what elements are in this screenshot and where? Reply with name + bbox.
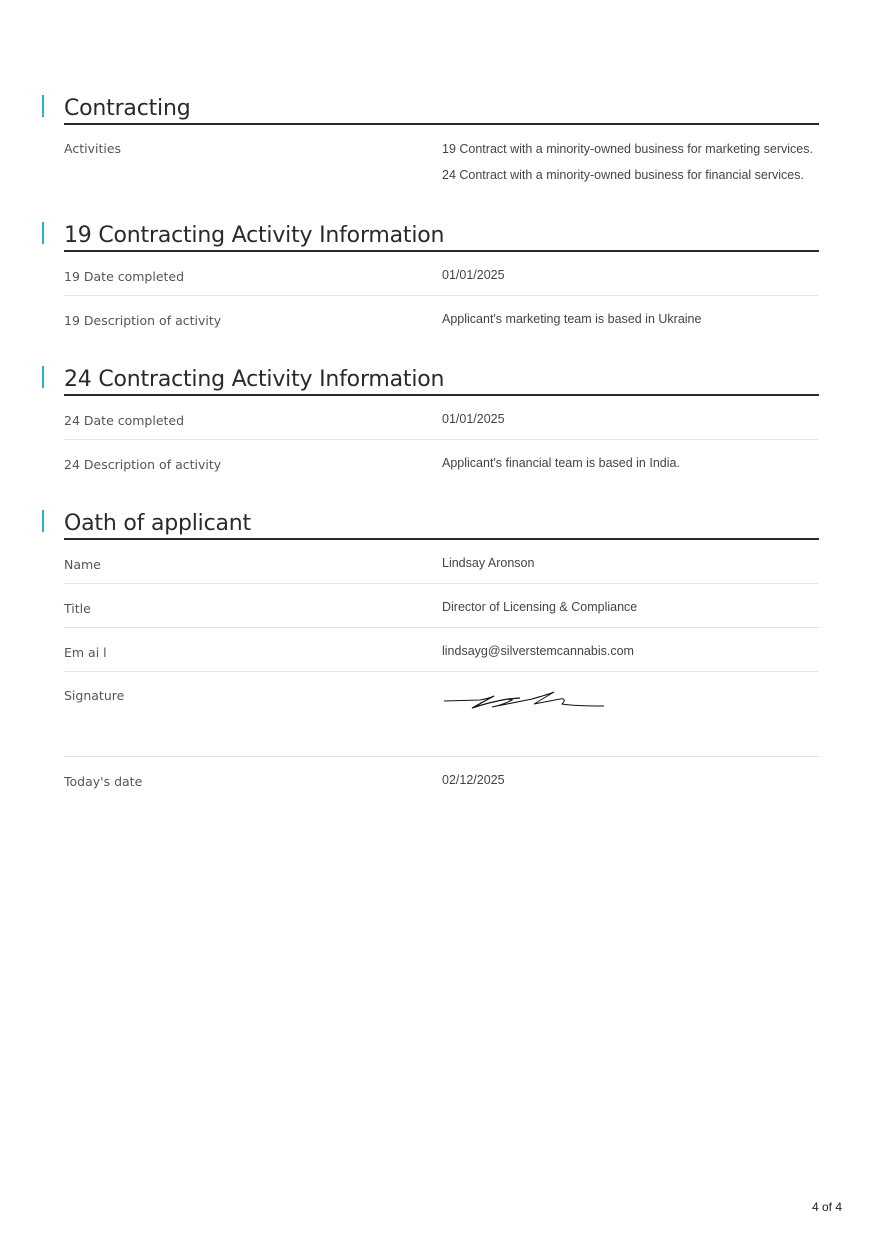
section-accent-bar xyxy=(42,510,44,532)
name-row xyxy=(64,540,819,584)
name-label: Name xyxy=(64,557,101,572)
title-value: Director of Licensing & Compliance xyxy=(442,600,638,614)
description-row xyxy=(64,440,819,484)
contracting-section xyxy=(64,95,819,195)
name-value: Lindsay Aronson xyxy=(442,556,535,570)
date-completed-label: 24 Date completed xyxy=(64,413,185,428)
activity-item: 19 Contract with a minority-owned business for marketing services. xyxy=(442,142,813,156)
todays-date-value: 02/12/2025 xyxy=(442,773,505,787)
activities-row xyxy=(64,125,819,195)
title-label: Title xyxy=(64,601,91,616)
description-value: Applicant's marketing team is based in Ukraine xyxy=(442,312,702,326)
section-accent-bar xyxy=(42,222,44,244)
section-title: Contracting xyxy=(64,95,819,125)
activities-label: Activities xyxy=(64,141,122,156)
todays-date-row xyxy=(64,757,819,801)
date-completed-value: 01/01/2025 xyxy=(442,412,505,426)
description-value: Applicant's financial team is based in India. xyxy=(442,456,680,470)
section-title: 24 Contracting Activity Information xyxy=(64,366,819,396)
description-label: 19 Description of activity xyxy=(64,313,222,328)
date-completed-value: 01/01/2025 xyxy=(442,268,505,282)
description-row xyxy=(64,296,819,340)
section-title: Oath of applicant xyxy=(64,510,819,540)
email-value: lindsayg@silverstemcannabis.com xyxy=(442,644,634,658)
activities-list xyxy=(442,140,813,192)
email-row xyxy=(64,628,819,672)
date-completed-row xyxy=(64,252,819,296)
title-row xyxy=(64,584,819,628)
section-accent-bar xyxy=(42,366,44,388)
oath-section xyxy=(64,510,819,801)
section-title: 19 Contracting Activity Information xyxy=(64,222,819,252)
email-label: Em ai l xyxy=(64,645,107,660)
activity-19-section xyxy=(64,222,819,340)
date-completed-row xyxy=(64,396,819,440)
signature-image xyxy=(442,690,612,716)
description-label: 24 Description of activity xyxy=(64,457,222,472)
signature-label: Signature xyxy=(64,688,125,703)
signature-row xyxy=(64,672,819,757)
activity-24-section xyxy=(64,366,819,484)
todays-date-label: Today's date xyxy=(64,774,143,789)
date-completed-label: 19 Date completed xyxy=(64,269,185,284)
page-number: 4 of 4 xyxy=(811,1200,842,1214)
section-accent-bar xyxy=(42,95,44,117)
activity-item: 24 Contract with a minority-owned business for financial services. xyxy=(442,168,804,182)
